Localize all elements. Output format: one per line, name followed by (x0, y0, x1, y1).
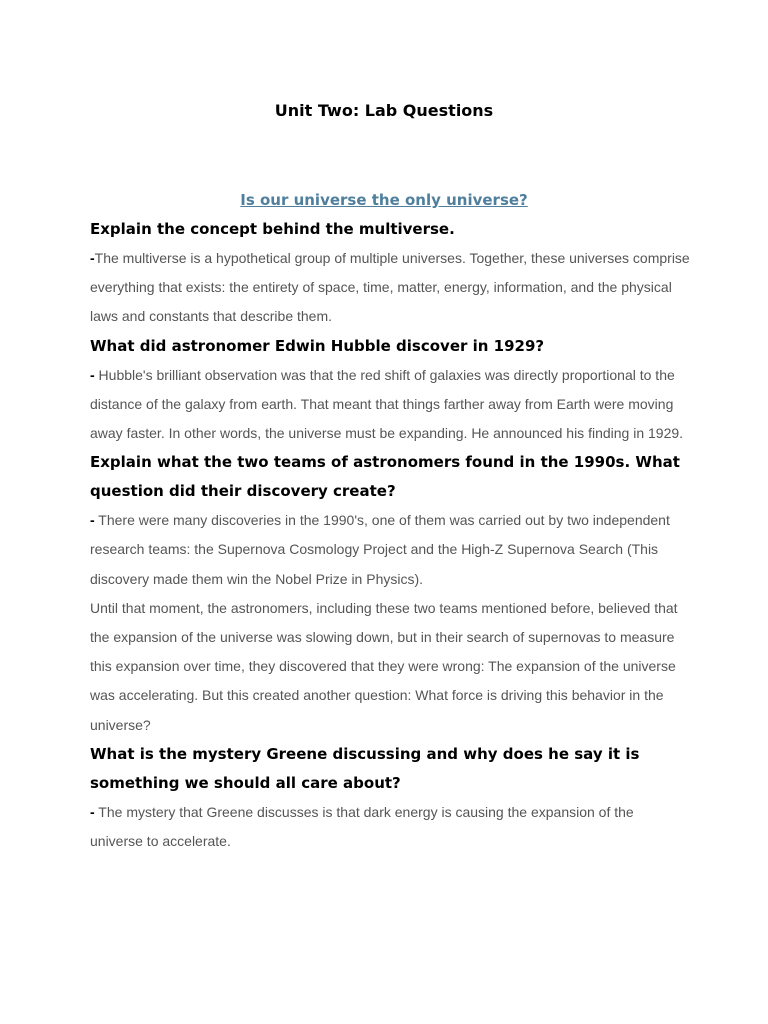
answer-2-text: Hubble's brilliant observation was that the red shift of galaxies was directly proportional to the distance of the galaxy from earth. That meant that things farther away from Earth were moving away faster. In other words, the universe must be expanding. He announced his finding in 1929. (90, 366, 684, 442)
question-2: What did astronomer Edwin Hubble discover in 1929? (90, 336, 545, 355)
answer-dash: - (90, 512, 95, 529)
answer-1 (90, 244, 690, 332)
question-4: What is the mystery Greene discussing and why does he say it is something we should all care about? (90, 744, 640, 792)
answer-dash: - (90, 803, 95, 820)
answer-2 (90, 361, 690, 449)
answer-1-text: The multiverse is a hypothetical group of multiple universes. Together, these universes comprise everything that exists: the entirety of space, time, matter, energy, information, and the physical laws and constants that describe them. (90, 250, 690, 325)
answer-4-text: The mystery that Greene discusses is that dark energy is causing the expansion of the universe to accelerate. (90, 803, 634, 850)
answer-4 (90, 798, 690, 856)
document-body (90, 215, 690, 856)
answer-3-paragraph-2: Until that moment, the astronomers, including these two teams mentioned before, believed that the expansion of the universe was slowing down, but in their search of supernovas to measure this expansion over time, they discovered that they were wrong: The expansion of the universe was accelerating. But this created another question: What force is driving this behavior in the universe? (90, 599, 678, 733)
page-title: Unit Two: Lab Questions (274, 101, 494, 120)
question-3: Explain what the two teams of astronomers found in the 1990s. What question did their discovery create? (90, 453, 680, 501)
section-heading: Is our universe the only universe? (240, 191, 528, 209)
answer-3-paragraph-1 (90, 506, 690, 594)
question-1: Explain the concept behind the multiverse. (90, 220, 455, 238)
answer-3-text-1: There were many discoveries in the 1990's, one of them was carried out by two independent research teams: the Supernova Cosmology Project and the High-Z Supernova Search (This discovery made them win the Nobel Prize in Physics). (90, 512, 670, 587)
answer-dash: - (90, 250, 95, 266)
answer-dash: - (90, 366, 95, 383)
